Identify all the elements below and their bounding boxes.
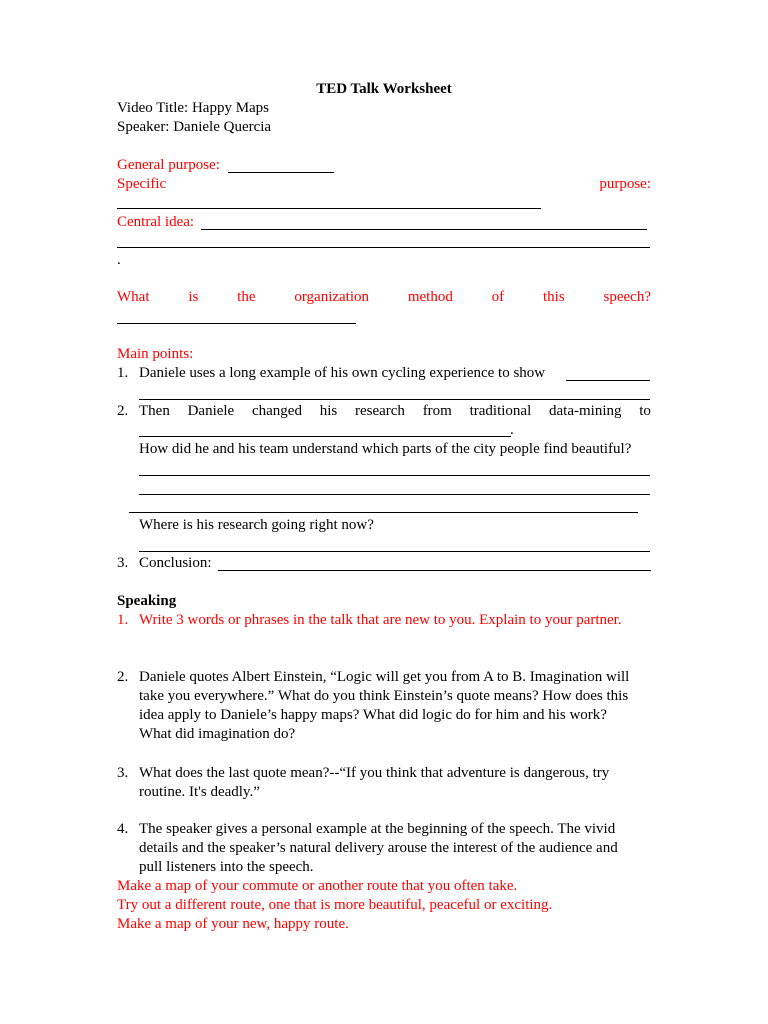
org-word: this — [543, 289, 565, 305]
org-word: is — [188, 289, 199, 305]
speaking-item-4-line: The speaker gives a personal example at the beginning of the speech. The vivid — [139, 821, 616, 837]
mp2-word: to — [639, 403, 651, 419]
speaking-item-2-line: idea apply to Daniele’s happy maps? What did logic do for him and his work? — [139, 707, 607, 723]
organization-question — [117, 288, 651, 307]
main-point-1-blank — [566, 380, 650, 381]
conclusion-label: Conclusion: — [139, 555, 212, 571]
mp2-word: Then — [139, 403, 170, 419]
main-point-1-blank-2 — [139, 399, 650, 400]
speaking-item-3-line: routine. It's deadly.” — [139, 784, 260, 800]
org-word: the — [237, 289, 256, 305]
speaking-item-2-line: Daniele quotes Albert Einstein, “Logic will get you from A to B. Imagination will — [139, 669, 630, 685]
main-point-number: 3. — [117, 555, 129, 571]
main-point-number: 2. — [117, 403, 129, 419]
speaker: Speaker: Daniele Quercia — [117, 119, 272, 135]
research-blank — [139, 551, 650, 552]
main-point-2-text — [139, 402, 651, 421]
central-idea-label: Central idea: — [117, 214, 195, 230]
speaking-item-2-line: What did imagination do? — [139, 726, 296, 742]
speaking-item-number: 3. — [117, 765, 129, 781]
main-point-number: 1. — [117, 365, 129, 381]
purpose-word: purpose: — [599, 176, 651, 192]
general-purpose-blank — [228, 172, 334, 173]
org-word: method — [407, 289, 453, 305]
organization-blank — [117, 323, 356, 324]
map-task: Try out a different route, one that is more beautiful, peaceful or exciting. — [117, 897, 553, 913]
speaking-item-number: 4. — [117, 821, 129, 837]
specific-purpose-label — [117, 175, 651, 194]
org-word: speech? — [603, 289, 651, 305]
beautiful-blank-2 — [139, 494, 650, 495]
map-task: Make a map of your commute or another route that you often take. — [117, 878, 518, 894]
speaking-item-1-line: Write 3 words or phrases in the talk that are new to you. Explain to your partner. — [139, 612, 622, 628]
main-point-2-period: . — [510, 422, 514, 438]
map-task: Make a map of your new, happy route. — [117, 916, 349, 932]
mp2-word: data-mining — [549, 403, 622, 419]
mp2-word: changed — [251, 403, 302, 419]
conclusion-blank — [218, 570, 651, 571]
speaking-heading: Speaking — [117, 593, 177, 609]
mp2-word: from — [422, 403, 452, 419]
speaking-item-number: 1. — [117, 612, 129, 628]
speaking-item-3-line: What does the last quote mean?--“If you think that adventure is dangerous, try — [139, 765, 610, 781]
question-beautiful: How did he and his team understand which parts of the city people find beautiful? — [139, 441, 632, 457]
main-points-heading: Main points: — [117, 346, 194, 362]
central-idea-blank-2 — [117, 247, 650, 248]
general-purpose-label: General purpose: — [117, 157, 220, 173]
page-title: TED Talk Worksheet — [316, 81, 452, 97]
specific-word: Specific — [117, 176, 167, 192]
speaking-item-2-line: take you everywhere.” What do you think Einstein’s quote means? How does this — [139, 688, 629, 704]
org-word: of — [491, 289, 505, 305]
speaking-item-number: 2. — [117, 669, 129, 685]
specific-purpose-blank — [117, 208, 541, 209]
org-word: What — [117, 289, 150, 305]
beautiful-blank-1 — [139, 475, 650, 476]
mp2-word: his — [319, 403, 338, 419]
video-title: Video Title: Happy Maps — [117, 100, 270, 116]
question-research: Where is his research going right now? — [139, 517, 374, 533]
main-point-1-text: Daniele uses a long example of his own cycling experience to show — [139, 365, 546, 381]
beautiful-blank-3 — [129, 512, 638, 513]
speaking-item-4-line: pull listeners into the speech. — [139, 859, 314, 875]
central-idea-period: . — [117, 252, 121, 268]
mp2-word: traditional — [469, 403, 532, 419]
mp2-word: Daniele — [187, 403, 235, 419]
org-word: organization — [294, 289, 370, 305]
main-point-2-blank — [139, 436, 511, 437]
speaking-item-4-line: details and the speaker’s natural delivery arouse the interest of the audience and — [139, 840, 618, 856]
mp2-word: research — [354, 403, 405, 419]
central-idea-blank-1 — [201, 229, 647, 230]
